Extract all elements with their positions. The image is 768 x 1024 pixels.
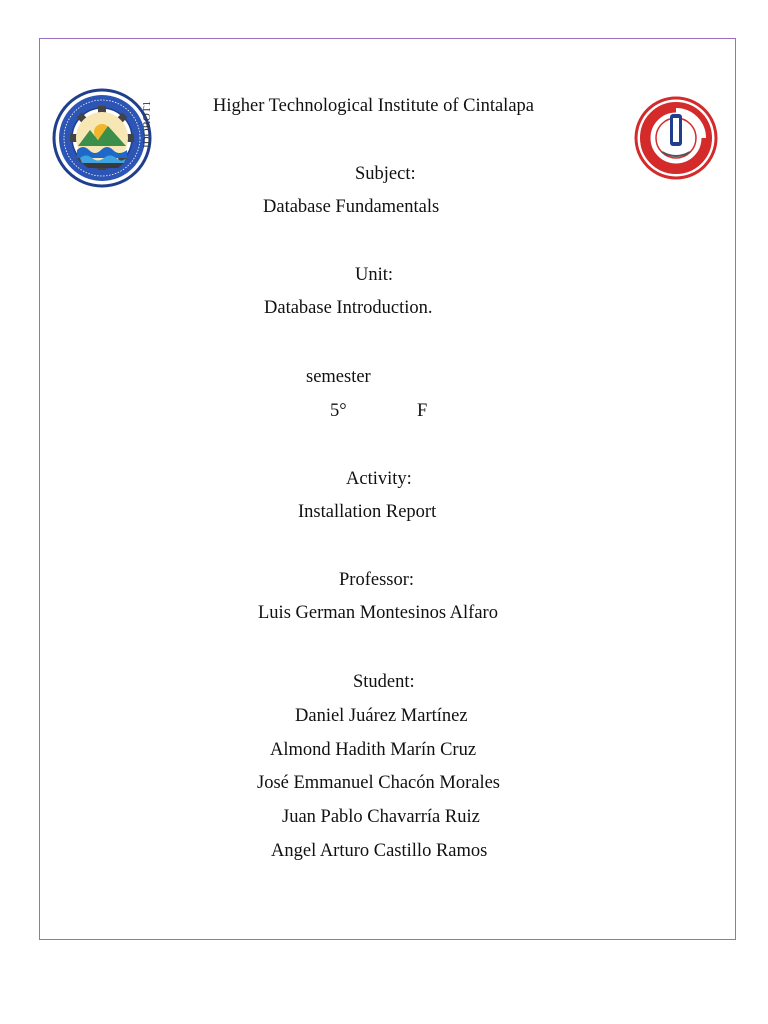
activity-value: Installation Report [298,502,437,522]
student-name: Almond Hadith Marín Cruz [270,740,477,760]
student-name: Juan Pablo Chavarría Ruiz [282,807,480,827]
subject-value: Database Fundamentals [263,197,440,217]
subject-label: Subject: [355,164,416,184]
semester-group: F [417,401,428,421]
institution-title: Higher Technological Institute of Cintalapa [213,96,534,116]
tecnm-logo [634,96,718,180]
left-logo-side-text [138,88,154,150]
student-name: Daniel Juárez Martínez [295,706,468,726]
professor-name: Luis German Montesinos Alfaro [258,603,498,623]
semester-label: semester [306,367,371,387]
student-name: José Emmanuel Chacón Morales [257,773,501,793]
activity-label: Activity: [346,469,412,489]
svg-text:IDOROT1: IDOROT1 [141,100,153,148]
semester-number: 5° [330,401,347,421]
unit-label: Unit: [355,265,394,285]
professor-label: Professor: [339,570,415,590]
student-name: Angel Arturo Castillo Ramos [271,841,488,861]
unit-value: Database Introduction. [264,298,433,318]
institute-seal-logo [52,88,152,188]
students-label: Student: [353,672,415,692]
